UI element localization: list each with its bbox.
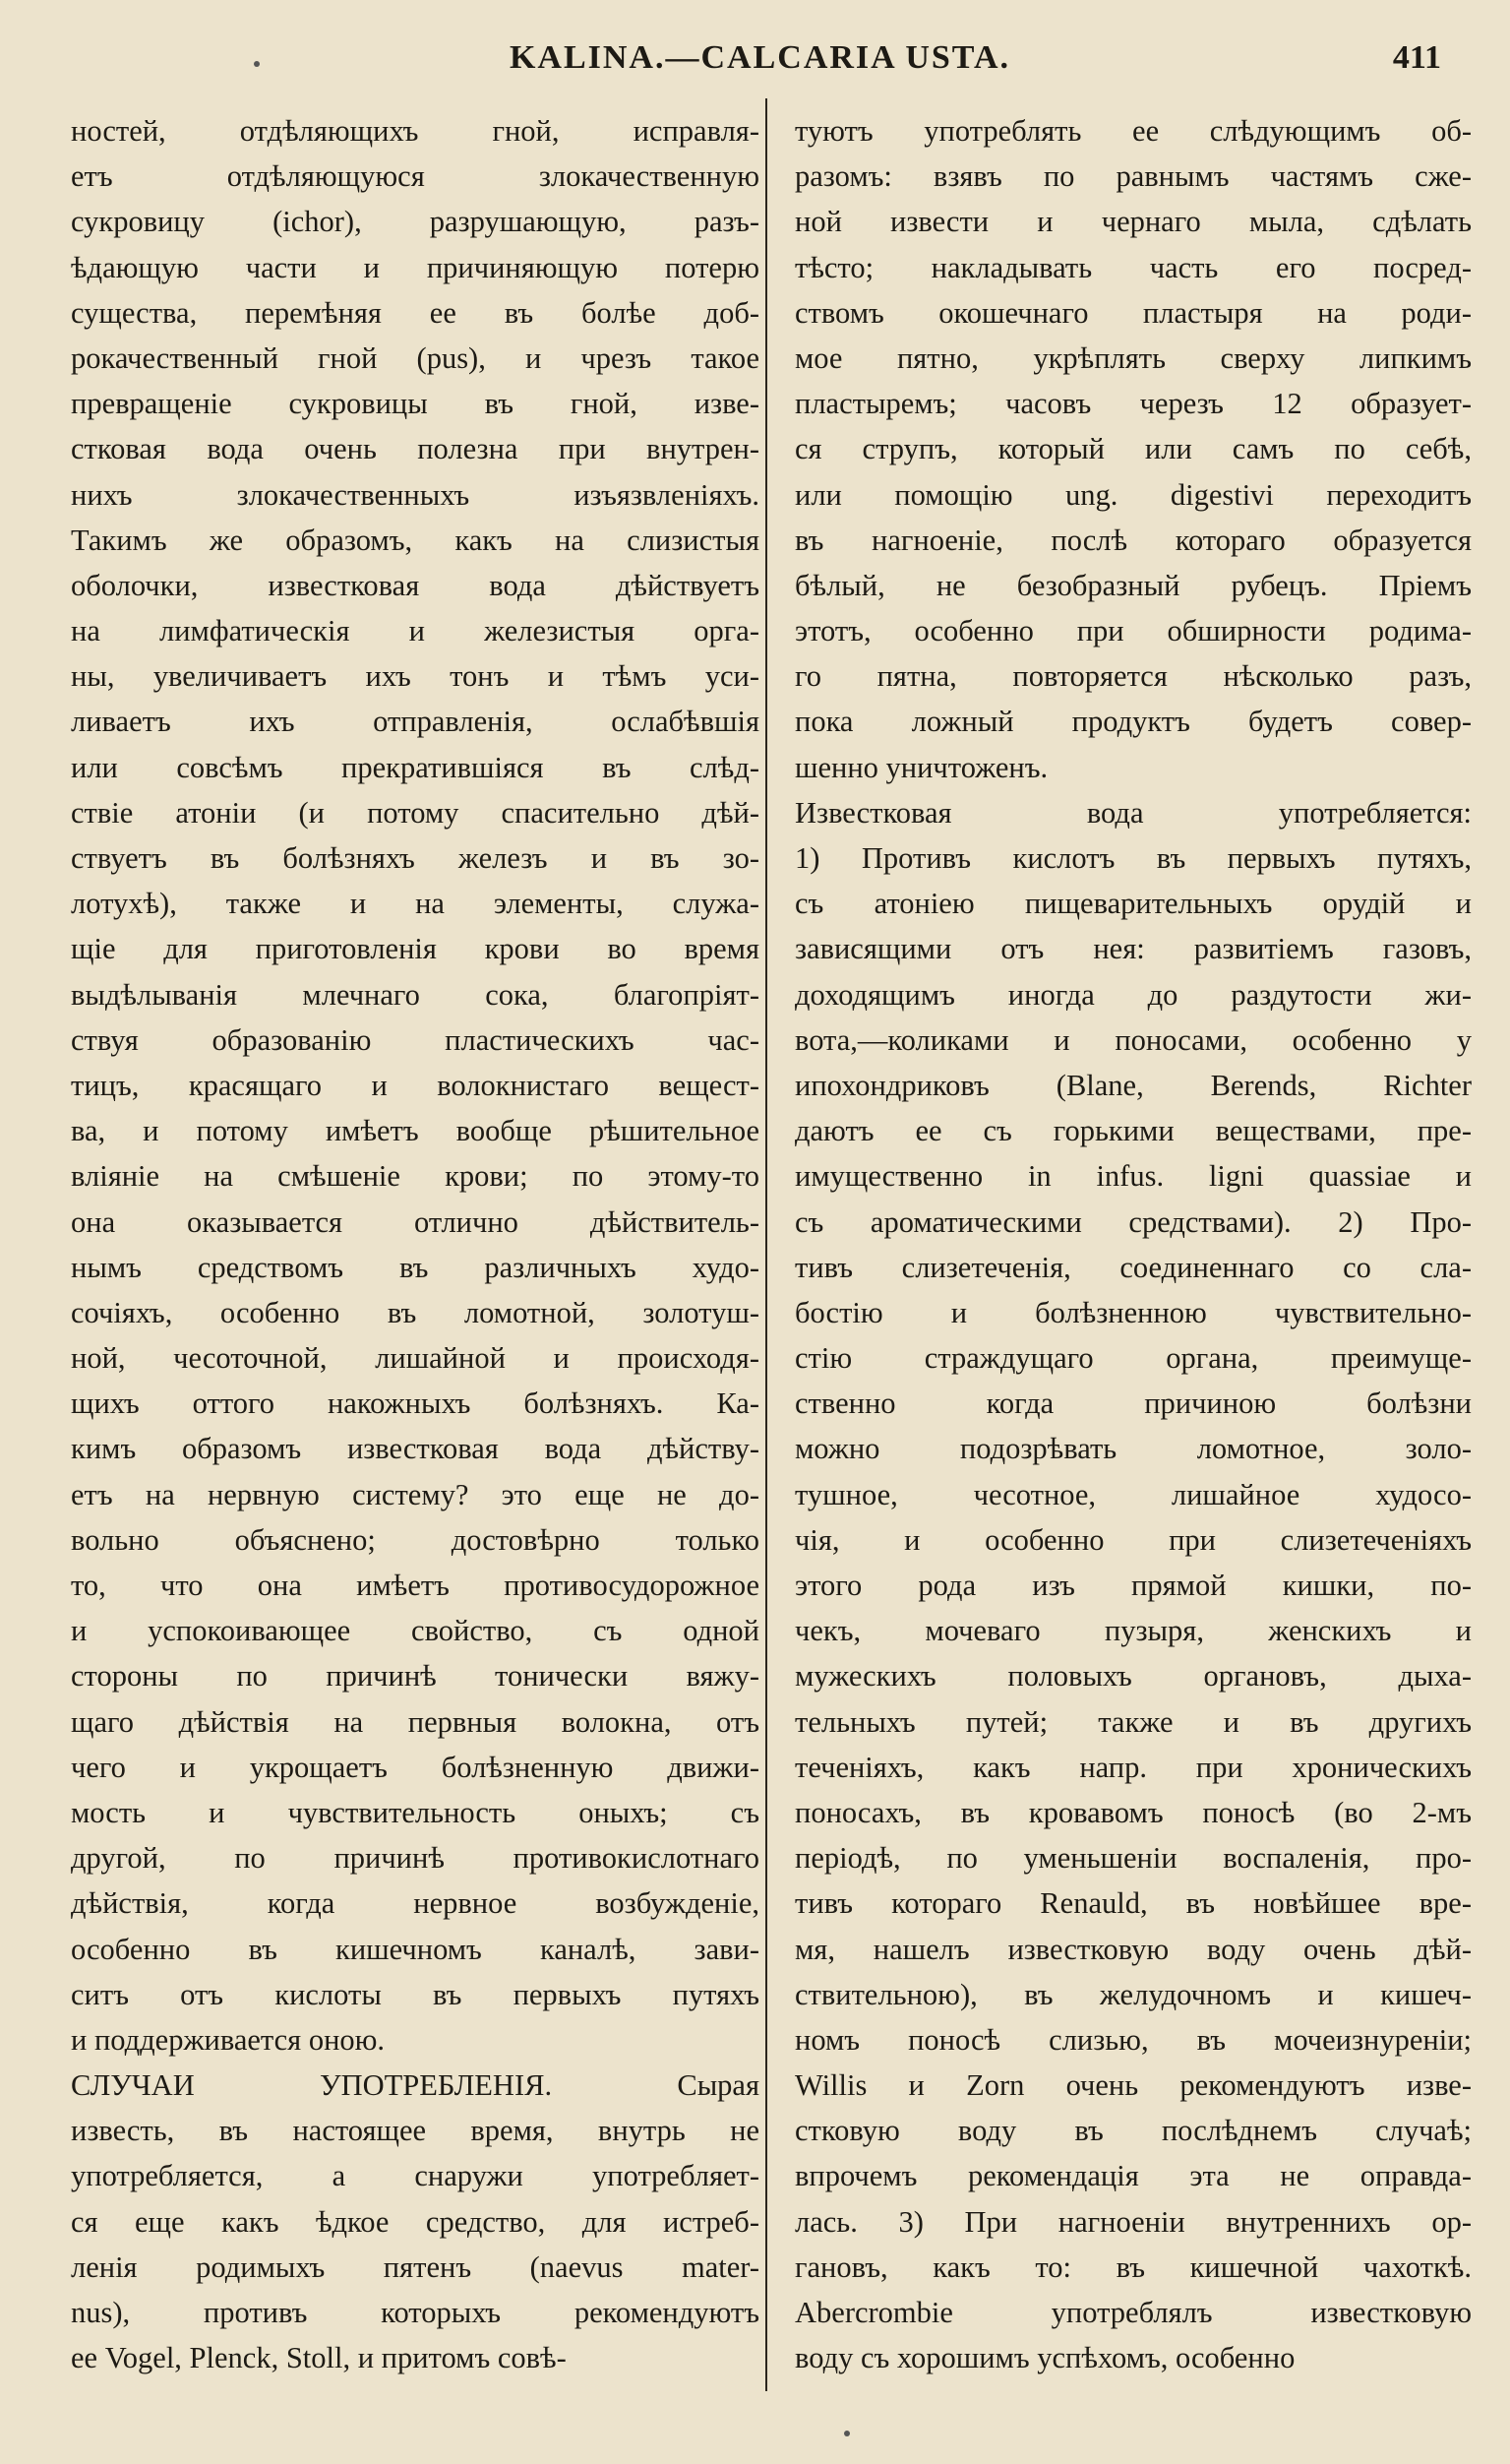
text-line: стковая вода очень полезна при внутрен- (71, 432, 759, 466)
right-column (795, 108, 1472, 2380)
paper-speck (844, 2431, 850, 2436)
text-line: щихъ оттого накожныхъ болѣзняхъ. Ка- (71, 1386, 759, 1421)
text-line: ся струпъ, который или самъ по себѣ, (795, 432, 1472, 466)
running-title: KALINA.—CALCARIA USTA. (509, 39, 1011, 76)
text-line: другой, по причинѣ противокислотнаго (71, 1841, 759, 1876)
text-line: 1) Противъ кислотъ въ первыхъ путяхъ, (795, 841, 1472, 875)
text-line: мость и чувствительность оныхъ; съ (71, 1795, 759, 1829)
text-line: поносахъ, въ кровавомъ поносѣ (во 2-мъ (795, 1795, 1472, 1829)
text-line: воду съ хорошимъ успѣхомъ, особенно (795, 2341, 1296, 2375)
text-line: ствуя образованію пластическихъ час- (71, 1022, 759, 1057)
text-line: Такимъ же образомъ, какъ на слизистыя (71, 523, 759, 557)
paper-speck (254, 61, 260, 67)
text-line: номъ поносѣ слизью, въ мочеизнуреніи; (795, 2022, 1472, 2057)
text-line: ее Vogel, Plenck, Stoll, и притомъ совѣ- (71, 2341, 567, 2375)
text-line: доходящимъ иногда до раздутости жи- (795, 977, 1472, 1012)
text-line: ствомъ окошечнаго пластыря на роди- (795, 295, 1472, 330)
text-line: этотъ, особенно при обширности родима- (795, 614, 1472, 648)
text-line: оболочки, известковая вода дѣйствуетъ (71, 568, 759, 602)
text-line: лась. 3) При нагноеніи внутреннихъ ор- (795, 2204, 1472, 2239)
text-line: СЛУЧАИ УПОТРЕБЛЕНІЯ. Сырая (71, 2068, 759, 2103)
text-line: зависящими отъ нея: развитіемъ газовъ, (795, 932, 1472, 966)
text-line: етъ отдѣляющуюся злокачественную (71, 159, 759, 194)
text-line: можно подозрѣвать ломотное, золо- (795, 1432, 1472, 1466)
text-line: этого рода изъ прямой кишки, по- (795, 1569, 1472, 1602)
text-line: существа, перемѣняя ее въ болѣе доб- (71, 295, 759, 330)
text-line: выдѣлыванія млечнаго сока, благопріят- (71, 977, 759, 1012)
text-line: ва, и потому имѣетъ вообще рѣшительное (71, 1114, 759, 1148)
text-line: съ ароматическими средствами). 2) Про- (795, 1204, 1472, 1239)
text-line: ситъ отъ кислоты въ первыхъ путяхъ (71, 1977, 759, 2011)
text-line: употребляется, а снаружи употребляет- (71, 2159, 759, 2193)
text-line: особенно въ кишечномъ каналѣ, зави- (71, 1932, 759, 1966)
text-line: ѣдающую части и причиняющую потерю (71, 250, 759, 284)
text-line: нымъ средствомъ въ различныхъ худо- (71, 1250, 759, 1284)
text-line: мя, нашелъ известковую воду очень дѣй- (795, 1932, 1472, 1966)
text-line: тѣсто; накладывать часть его посред- (795, 250, 1472, 284)
text-line: рокачественный гной (pus), и чрезъ такое (71, 340, 759, 375)
text-line: тушное, чесотное, лишайное худосо- (795, 1477, 1472, 1511)
text-line: тивъ слизетеченія, соединеннаго со сла- (795, 1250, 1472, 1284)
text-line: дѣйствія, когда нервное возбужденіе, (71, 1886, 759, 1921)
text-line: Willis и Zorn очень рекомендуютъ изве- (795, 2068, 1472, 2103)
text-line: или совсѣмъ прекратившіяся въ слѣд- (71, 750, 759, 784)
text-line: ной, чесоточной, лишайной и происходя- (71, 1341, 759, 1376)
text-line: ливаетъ ихъ отправленія, ослабѣвшія (71, 705, 759, 739)
text-line: бостію и болѣзненною чувствительно- (795, 1295, 1472, 1329)
text-line: ны, увеличиваетъ ихъ тонъ и тѣмъ уси- (71, 659, 759, 694)
text-line: превращеніе сукровицы въ гной, изве- (71, 387, 759, 421)
text-line: ствительною), въ желудочномъ и кишеч- (795, 1977, 1472, 2011)
text-line: етъ на нервную систему? это еще не до- (71, 1477, 759, 1511)
text-line: ствіе атоніи (и потому спасительно дѣй- (71, 795, 759, 830)
text-line: впрочемъ рекомендація эта не оправда- (795, 2159, 1472, 2193)
text-line: и поддерживается оною. (71, 2022, 386, 2057)
text-line: щаго дѣйствія на первныя волокна, отъ (71, 1704, 759, 1739)
text-line: чего и укрощаетъ болѣзненную движи- (71, 1750, 759, 1784)
text-line: нихъ злокачественныхъ изъязвленіяхъ. (71, 477, 759, 512)
text-line: лотухѣ), также и на элементы, служа- (71, 887, 759, 921)
text-line: имущественно in infus. ligni quassiae и (795, 1159, 1472, 1194)
text-line: съ атоніею пищеварительныхъ орудій и (795, 887, 1472, 921)
text-line: или помощію ung. digestivi переходитъ (795, 477, 1472, 512)
text-line: ностей, отдѣляющихъ гной, исправля- (71, 114, 759, 148)
text-line: бѣлый, не безобразный рубецъ. Пріемъ (795, 568, 1472, 602)
text-line: Abercrombie употреблялъ известковую (795, 2296, 1472, 2329)
text-line: сочіяхъ, особенно въ ломотной, золотуш- (71, 1295, 759, 1329)
text-line: гановъ, какъ то: въ кишечной чахоткѣ. (795, 2249, 1472, 2284)
text-line: стковую воду въ послѣднемъ случаѣ; (795, 2114, 1472, 2148)
text-line: въ нагноеніе, послѣ котораго образуется (795, 523, 1472, 557)
text-line: известь, въ настоящее время, внутрь не (71, 2114, 759, 2148)
text-line: вота,—коликами и поносами, особенно у (795, 1022, 1472, 1057)
text-line: стороны по причинѣ тонически вяжу- (71, 1659, 759, 1694)
text-line: пока ложный продуктъ будетъ совер- (795, 705, 1472, 739)
text-line: даютъ ее съ горькими веществами, пре- (795, 1114, 1472, 1148)
text-line: періодѣ, по уменьшеніи воспаленія, про- (795, 1841, 1472, 1876)
text-line: стію страждущаго органа, преимуще- (795, 1341, 1472, 1376)
text-line: пластыремъ; часовъ черезъ 12 образует- (795, 387, 1472, 421)
text-line: на лимфатическія и железистыя орга- (71, 614, 759, 648)
text-line: ленія родимыхъ пятенъ (naevus mater- (71, 2249, 759, 2284)
text-line: ствуетъ въ болѣзняхъ железъ и въ зо- (71, 841, 759, 875)
text-line: Известковая вода употребляется: (795, 795, 1472, 830)
text-line: тельныхъ путей; также и въ другихъ (795, 1704, 1472, 1739)
text-line: го пятна, повторяется нѣсколько разъ, (795, 659, 1472, 694)
text-line: туютъ употреблять ее слѣдующимъ об- (795, 114, 1472, 148)
column-divider (765, 98, 767, 2391)
text-line: вліяніе на смѣшеніе крови; по этому-то (71, 1159, 759, 1194)
text-line: то, что она имѣетъ противосудорожное (71, 1569, 759, 1602)
text-line: ипохондриковъ (Blane, Berends, Richter (795, 1068, 1472, 1102)
text-line: сукровицу (ichor), разрушающую, разъ- (71, 205, 759, 239)
text-line: она оказывается отлично дѣйствитель- (71, 1204, 759, 1239)
text-line: мужескихъ половыхъ органовъ, дыха- (795, 1659, 1472, 1694)
text-line: разомъ: взявъ по равнымъ частямъ сже- (795, 159, 1472, 194)
page-header (69, 39, 1451, 89)
text-line: чія, и особенно при слизетеченіяхъ (795, 1522, 1472, 1557)
text-line: теченіяхъ, какъ напр. при хроническихъ (795, 1750, 1472, 1784)
text-line: кимъ образомъ известковая вода дѣйству- (71, 1432, 759, 1466)
text-line: щіе для приготовленія крови во время (71, 932, 759, 966)
text-line: ственно когда причиною болѣзни (795, 1386, 1472, 1421)
text-line: шенно уничтоженъ. (795, 750, 1049, 784)
text-line: nus), противъ которыхъ рекомендуютъ (71, 2296, 759, 2329)
page-number: 411 (1392, 39, 1441, 76)
text-line: тивъ котораго Renauld, въ новѣйшее вре- (795, 1886, 1472, 1921)
text-line: вольно объяснено; достовѣрно только (71, 1522, 759, 1557)
text-line: ной извести и чернаго мыла, сдѣлать (795, 205, 1472, 239)
text-line: тицъ, красящаго и волокнистаго вещест- (71, 1068, 759, 1102)
text-line: и успокоивающее свойство, съ одной (71, 1614, 759, 1648)
text-line: чекъ, мочеваго пузыря, женскихъ и (795, 1614, 1472, 1648)
text-line: ся еще какъ ѣдкое средство, для истреб- (71, 2204, 759, 2239)
left-column (71, 108, 759, 2380)
text-line: мое пятно, укрѣплять сверху липкимъ (795, 340, 1472, 375)
